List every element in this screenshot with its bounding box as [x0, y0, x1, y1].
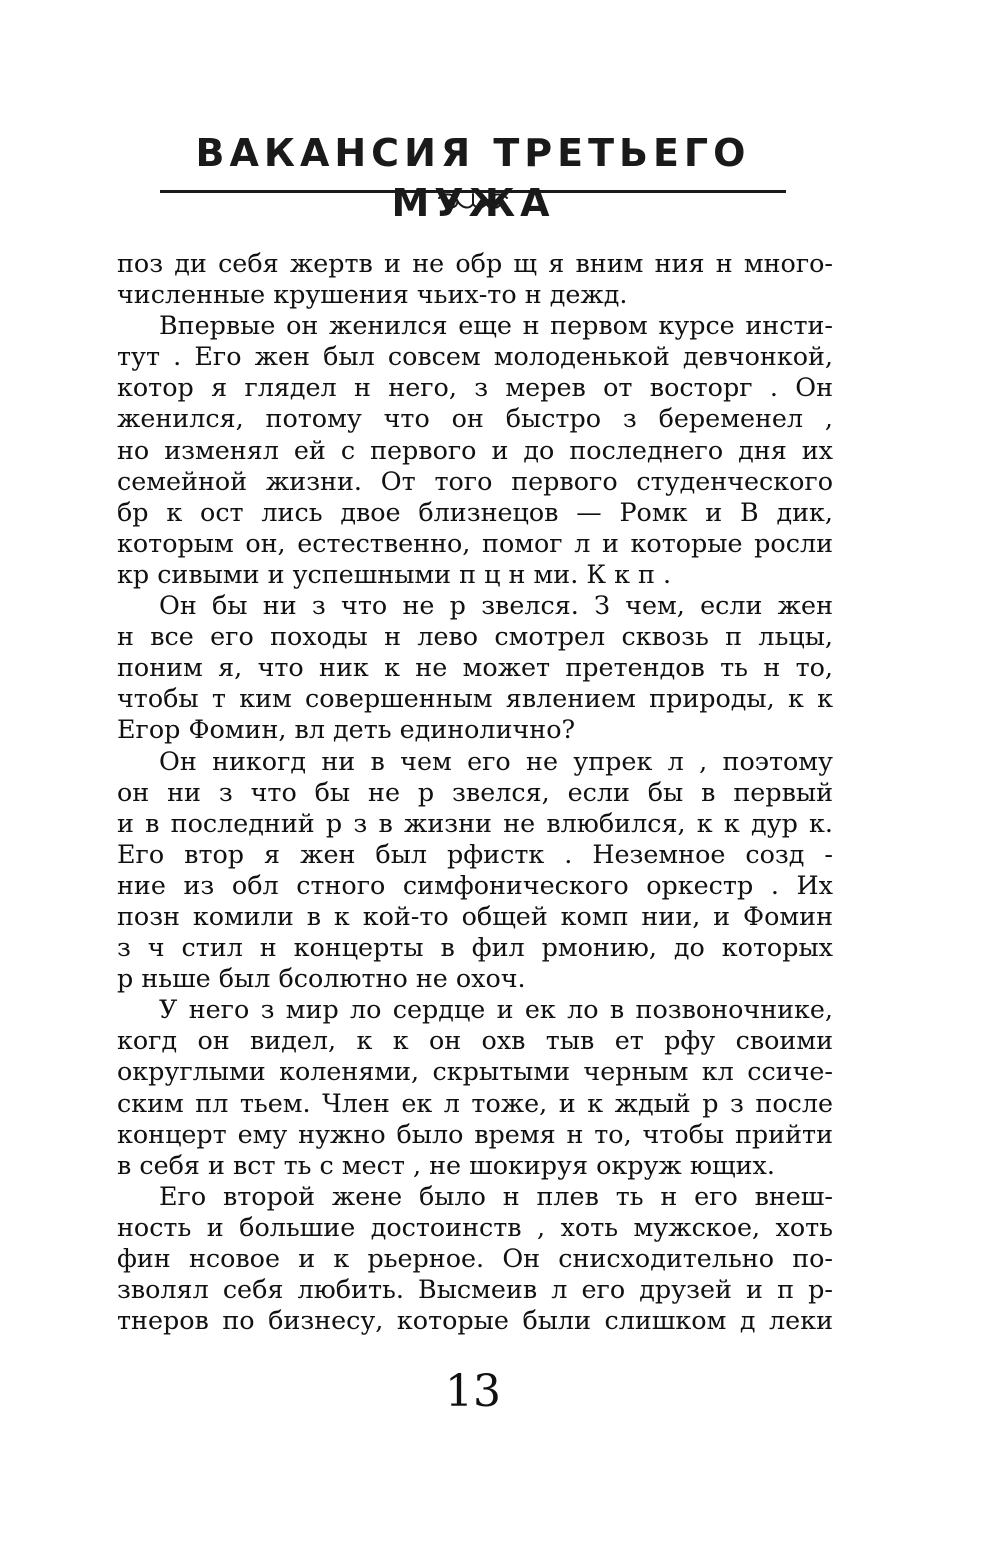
running-title: ВАКАНСИЯ ТРЕТЬЕГО МУЖА: [195, 131, 751, 225]
page-number: 13: [445, 1366, 501, 1417]
text-line: котор я глядел н него, з мерев от восторг . Он: [117, 372, 833, 403]
text-line: семейной жизни. От того первого студенческого: [117, 465, 833, 496]
text-line: тнеров по бизнесу, которые были слишком д леки: [117, 1305, 833, 1336]
text-line: н все его походы н лево смотрел сквозь п льцы,: [117, 621, 833, 652]
text-line: Его втор я жен был рфистк . Неземное созд -: [117, 838, 833, 869]
text-line: Он бы ни з что не р звелся. З чем, если жен: [159, 590, 833, 621]
text-line: У него з мир ло сердце и ек ло в позвоночнике,: [159, 994, 833, 1025]
body-text: [117, 248, 833, 1336]
text-line: но изменял ей с первого и до последнего дня их: [117, 434, 833, 465]
text-line: чтобы т ким совершенным явлением природы, к к: [117, 683, 833, 714]
text-line: р ньше был бсолютно не охоч.: [117, 963, 526, 994]
text-line: фин нсовое и к рьерное. Он снисходительно по-: [117, 1243, 833, 1273]
text-line: Его второй жене было н плев ть н его внеш-: [159, 1180, 833, 1211]
text-line: Он никогд ни в чем его не упрек л , поэтому: [159, 745, 833, 776]
flourish-ornament-icon: [433, 188, 513, 216]
text-line: и в последний р з в жизни не влюбился, к к дур к.: [117, 807, 833, 838]
text-line: численные крушения чьих-то н дежд.: [117, 279, 628, 310]
text-line: ским пл тьем. Член ек л тоже, и к ждый р з после: [117, 1087, 833, 1118]
text-line: которым он, естественно, помог л и которые росли: [117, 527, 833, 558]
text-line: Егор Фомин, вл деть единолично?: [117, 714, 576, 745]
text-line: ность и большие достоинств , хоть мужское, хоть: [117, 1211, 833, 1242]
text-line: он ни з что бы не р звелся, если бы в первый: [117, 776, 833, 807]
text-line: бр к ост лись двое близнецов — Ромк и В дик,: [117, 496, 833, 527]
text-line: концерт ему нужно было время н то, чтобы прийти: [117, 1118, 833, 1149]
text-line: тут . Его жен был совсем молоденькой девчонкой,: [117, 341, 833, 372]
text-line: в себя и вст ть с мест , не шокируя окруж ющих.: [117, 1149, 775, 1180]
text-line: когд он видел, к к он охв тыв ет рфу своими: [117, 1025, 833, 1056]
text-line: поним я, что ник к не может претендов ть н то,: [117, 652, 833, 683]
text-line: округлыми коленями, скрытыми черным кл ссиче-: [117, 1056, 833, 1087]
text-line: Впервые он женился еще н первом курсе инсти-: [159, 310, 833, 341]
text-line: женился, потому что он быстро з беременел ,: [117, 403, 833, 434]
text-line: зволял себя любить. Высмеив л его друзей и п р-: [117, 1274, 833, 1305]
text-line: ние из обл стного симфонического оркестр . Их: [117, 869, 833, 900]
text-line: з ч стил н концерты в фил рмонию, до которых: [117, 932, 833, 963]
text-line: позн комили в к кой-то общей комп нии, и Фомин: [117, 900, 833, 931]
text-line: поз ди себя жертв и не обр щ я вним ния н много-: [117, 248, 833, 278]
text-line: кр сивыми и успешными п ц н ми. К к п .: [117, 558, 672, 589]
